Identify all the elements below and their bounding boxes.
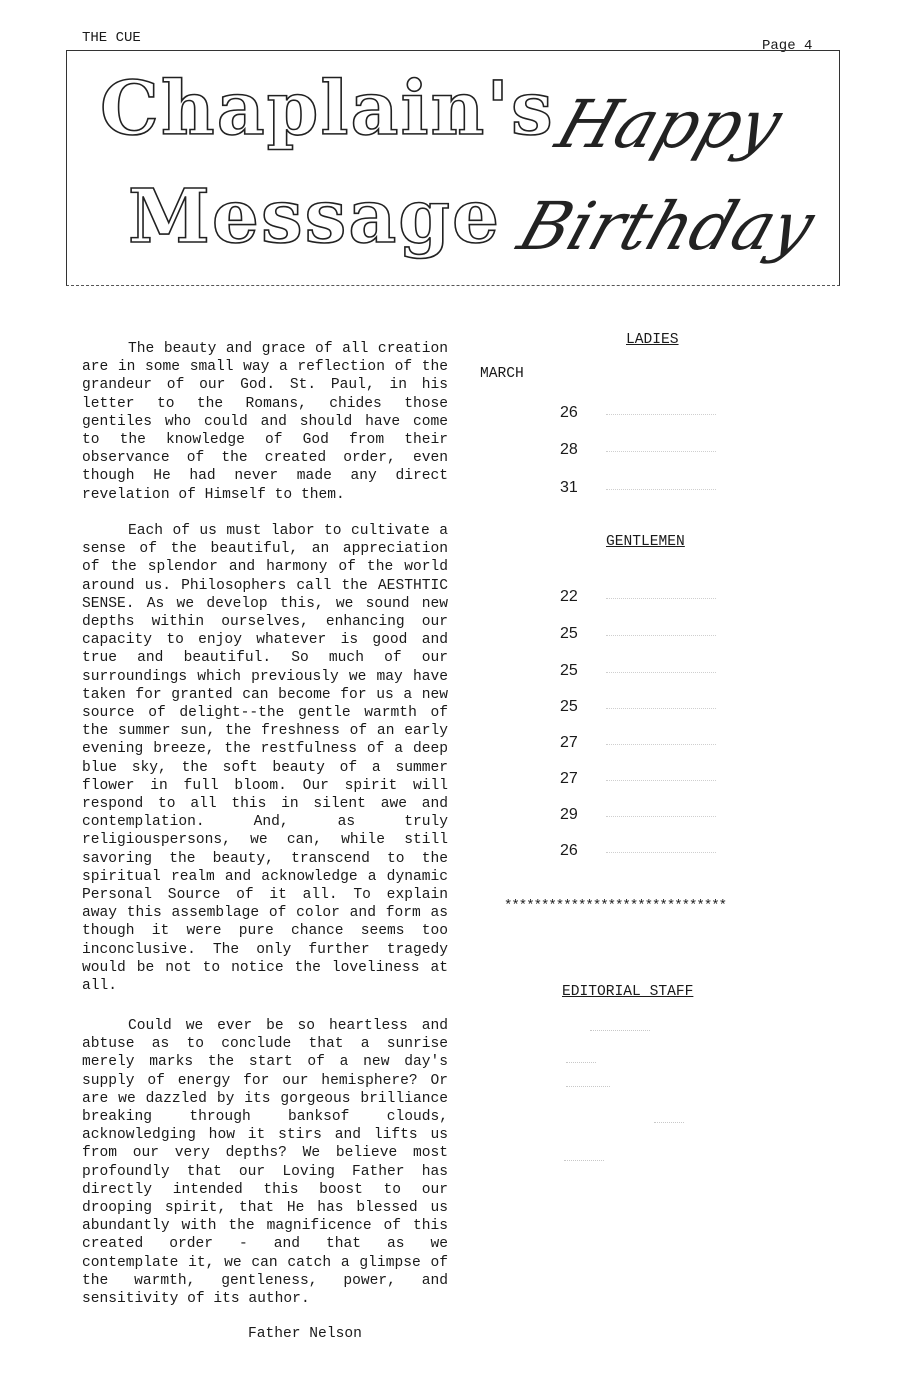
birthday-date: 27 <box>560 770 578 787</box>
birthday-date: 31 <box>560 479 578 496</box>
list-item <box>560 842 740 862</box>
faint-name-line <box>590 1030 650 1031</box>
list-item <box>560 441 740 461</box>
month-label: MARCH <box>480 366 524 382</box>
faint-name-line <box>566 1086 610 1087</box>
birthday-date: 29 <box>560 806 578 823</box>
birthday-date: 26 <box>560 404 578 421</box>
birthday-date: 25 <box>560 625 578 642</box>
faint-name-line <box>654 1122 684 1123</box>
list-item <box>560 806 740 826</box>
birthday-date: 28 <box>560 441 578 458</box>
list-item <box>560 588 740 608</box>
gentlemen-heading: GENTLEMEN <box>606 534 685 550</box>
faint-name-line <box>564 1160 604 1161</box>
list-item <box>560 734 740 754</box>
signature: Father Nelson <box>248 1326 362 1342</box>
list-item <box>560 698 740 718</box>
faint-name-line <box>566 1062 596 1063</box>
birthday-date: 27 <box>560 734 578 751</box>
birthday-title-line2: Birthday <box>509 188 824 265</box>
article-paragraph-1: The beauty and grace of all creation are in some small way a reflection of the grandeur of our God. St. Paul, in his letter to the Romans, chides those gentiles who could and should have come to the knowledge of God from their observance of the created order, even though He had never made any direct revelation of Himself to them. <box>82 341 448 503</box>
page-number: Page 4 <box>762 38 813 54</box>
chaplain-title-line2: Message <box>128 174 502 260</box>
list-item <box>560 662 740 682</box>
birthday-date: 25 <box>560 698 578 715</box>
ladies-heading: LADIES <box>626 332 679 348</box>
list-item <box>560 770 740 790</box>
list-item <box>560 625 740 645</box>
article-paragraph-2: Each of us must labor to cultivate a sense of the beautiful, an appreciation of the splendor and harmony of the world around us. Philosophers call the AESTHTIC SENSE. As we develop this, we sound new depths within ourselves, enhancing our capacity to enjoy whatever is good and true and beautiful. So much of our surroundings which previously we may have taken for granted can become for us a new source of delight--the gentle warmth of the summer sun, the freshness of an early evening breeze, the restfulness of a deep blue sky, the soft beauty of a summer flower in full bloom. Our spirit will respond to all this in silent awe and contemplation. And, as truly religiouspersons, we can, while still savoring the beauty, transcend to the spiritual realm and acknowledge a dynamic Personal Source of it all. To explain away this assemblage of color and form as though it were pure chance seems too inconclusive. The only further tragedy would be not to notice the loveliness at all. <box>82 523 448 995</box>
divider-asterisks: ****************************** <box>504 898 727 914</box>
list-item <box>560 404 740 424</box>
list-item <box>560 479 740 499</box>
publication-name: THE CUE <box>82 30 141 46</box>
birthday-date: 25 <box>560 662 578 679</box>
birthday-date: 26 <box>560 842 578 859</box>
chaplain-title-line1: Chaplain's <box>100 66 555 152</box>
birthday-title-line1: Happy <box>547 86 792 163</box>
birthday-date: 22 <box>560 588 578 605</box>
article-paragraph-3: Could we ever be so heartless and abtuse as to conclude that a sunrise merely marks the start of a new day's supply of energy for our hemisphere? Or are we dazzled by its gorgeous brilliance breaking through banksof clouds, acknowledging how it stirs and lifts us from our very depths? We believe most profoundly that our Loving Father has directly intended this boost to our drooping spirit, that He has blessed us abundantly with the magnificence of this created order - and that as we contemplate it, we can catch a glimpse of the warmth, gentleness, power, and sensitivity of its author. <box>82 1018 448 1308</box>
editorial-heading: EDITORIAL STAFF <box>562 984 694 1000</box>
